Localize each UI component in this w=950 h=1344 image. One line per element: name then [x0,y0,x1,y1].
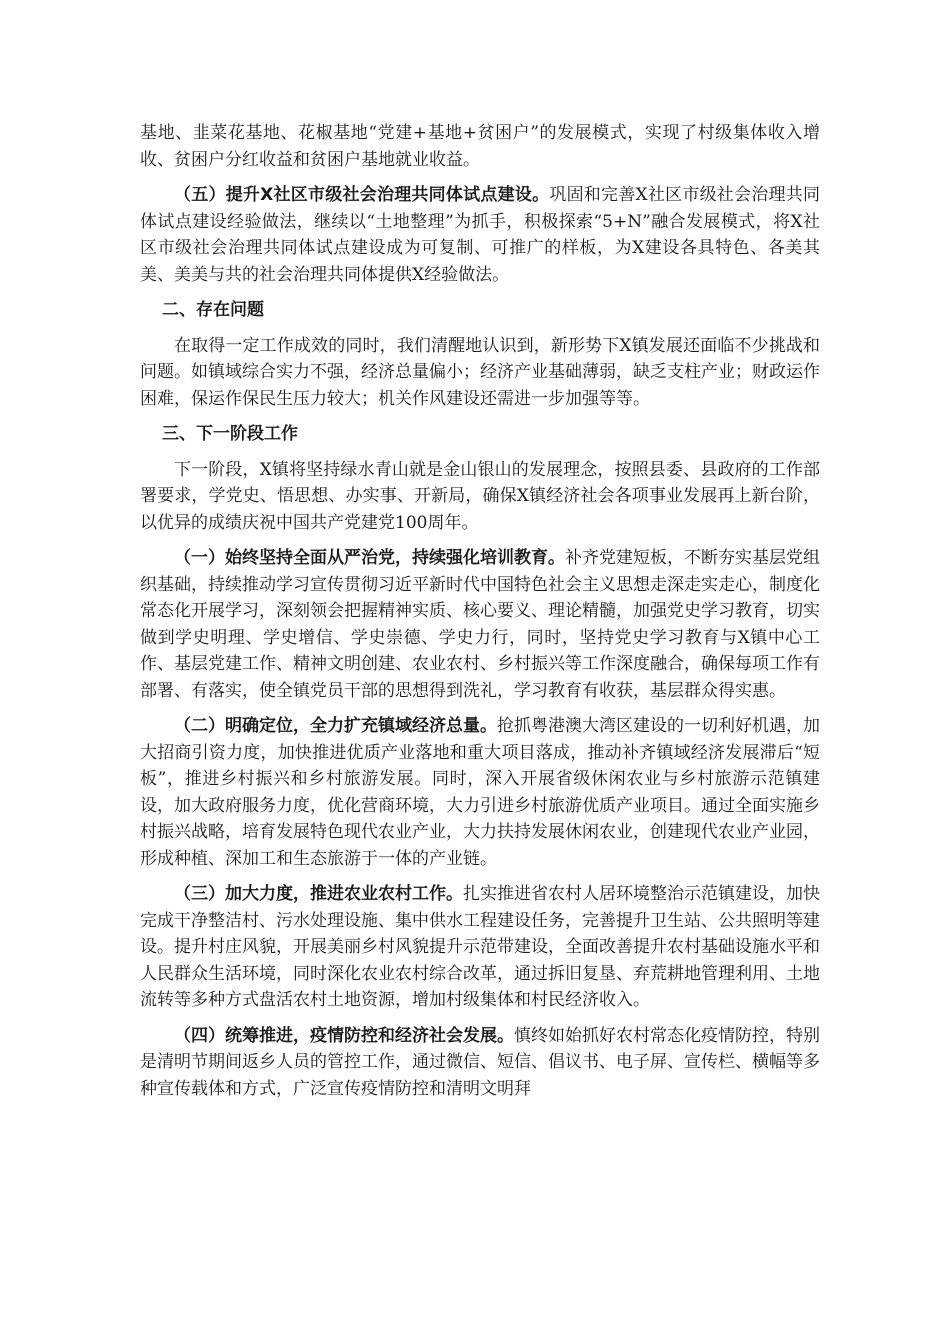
section-heading-next-stage: 三、下一阶段工作 [162,424,298,444]
paragraph-lead: （四）统筹推进，疫情防控和经济社会发展。 [174,1025,514,1046]
paragraph-lead: （一）始终坚持全面从严治党，持续强化培训教育。 [174,548,565,568]
paragraph-continuation [140,120,820,173]
paragraph-item-2 [140,713,820,872]
paragraph-text: 基地、韭菜花基地、花椒基地“党建+基地+贫困户”的发展模式，实现了村级集体收入增收、贫困户分红收益和贫困户基地就业收益。 [140,123,820,170]
document-body [140,120,820,1111]
paragraph-text: 在取得一定工作成效的同时，我们清醒地认识到，新形势下X镇发展还面临不少挑战和问题。如镇域综合实力不强，经济总量偏小；经济产业基础薄弱，缺乏支柱产业；财政运作困难，保运作保民生压力较大；机关作风建设还需进一步加强等等。 [140,335,820,409]
paragraph-lead: （五）提升X社区市级社会治理共同体试点建设。 [174,185,550,205]
paragraph-lead: （三）加大力度，推进农业农村工作。 [174,884,463,904]
paragraph-problems [140,333,820,413]
paragraph-text: 慎终如始抓好农村常态化疫情防控，特别是清明节期间返乡人员的管控工作，通过微信、短信、倡议书、电子屏、宣传栏、横幅等多种宣传载体和方式，广泛宣传疫情防控和清明文明拜 [140,1025,820,1099]
paragraph-text: 巩固和完善X社区市级社会治理共同体试点建设经验做法，继续以“土地整理”为抓手，积极探索“5+N”融合发展模式，将X社区市级社会治理共同体试点建设成为可复制、可推广的样板，为X建设各具特色、各美其美、美美与共的社会治理共同体提供X经验做法。 [140,185,820,285]
paragraph-item-3 [140,881,820,1014]
section-heading-problems: 二、存在问题 [162,300,264,320]
paragraph-text: 下一阶段，X镇将坚持绿水青山就是金山银山的发展理念，按照县委、县政府的工作部署要求，学党史、悟思想、办实事、开新局，确保X镇经济社会各项事业发展再上新台阶，以优异的成绩庆祝中国共产党建党100周年。 [140,459,820,533]
paragraph-lead: （二）明确定位，全力扩充镇域经济总量。 [174,716,497,736]
paragraph-item-5 [140,182,820,288]
paragraph-item-4 [140,1023,820,1103]
paragraph-text: 抢抓粤港澳大湾区建设的一切利好机遇，加大招商引资力度，加快推进优质产业落地和重大项目落成，推动补齐镇域经济发展滞后“短板”，推进乡村振兴和乡村旅游发展。同时，深入开展省级休闲农业与乡村旅游示范镇建设，加大政府服务力度，优化营商环境，大力引进乡村旅游优质产业项目。通过全面实施乡村振兴战略，培育发展特色现代农业产业，大力扶持发展休闲农业，创建现代农业产业园，形成种植、深加工和生态旅游于一体的产业链。 [140,716,820,869]
paragraph-text: 补齐党建短板，不断夯实基层党组织基础，持续推动学习宣传贯彻习近平新时代中国特色社会主义思想走深走实走心，制度化常态化开展学习，深刻领会把握精神实质、核心要义、理论精髓，加强党史学习教育，切实做到学史明理、学史增信、学史崇德、学史力行，同时，坚持党史学习教育与X镇中心工作、基层党建工作、精神文明创建、农业农村、乡村振兴等工作深度融合，确保每项工作有部署、有落实，使全镇党员干部的思想得到洗礼，学习教育有收获，基层群众得实惠。 [140,548,820,701]
paragraph-next-stage-intro [140,457,820,537]
paragraph-text: 扎实推进省农村人居环境整治示范镇建设，加快完成干净整洁村、污水处理设施、集中供水工程建设任务，完善提升卫生站、公共照明等建设。提升村庄风貌，开展美丽乡村风貌提升示范带建设，全面改善提升农村基础设施水平和人民群众生活环境，同时深化农业农村综合改革，通过拆旧复垦、弃荒耕地管理利用、土地流转等多种方式盘活农村土地资源，增加村级集体和村民经济收入。 [140,884,820,1010]
paragraph-item-1 [140,545,820,704]
